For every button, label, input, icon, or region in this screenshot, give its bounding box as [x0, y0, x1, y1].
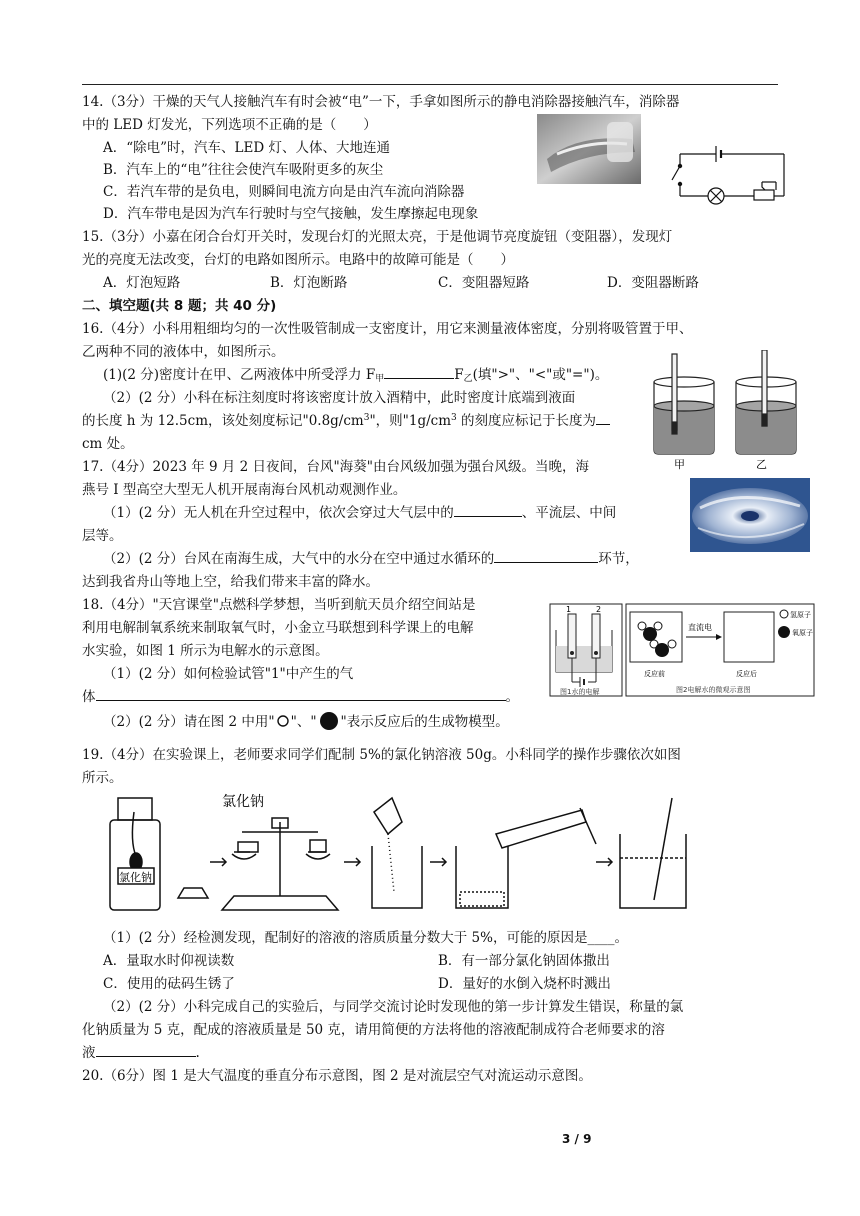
- q17-blank-1[interactable]: [454, 504, 522, 517]
- fig1-caption: 图1水的电解: [560, 688, 600, 696]
- q16-part2-line3: cm 处。: [82, 436, 134, 452]
- q19-option-a: A．量取水时仰视读数: [103, 953, 235, 969]
- q17-part1-line2: 层等。: [82, 528, 123, 544]
- q18-stem-line2: 利用电解制氧系统来制取氧气时，小金立马联想到科学课上的电解: [82, 620, 474, 636]
- section-heading-fill-in: 二、填空题(共 8 题；共 40 分): [82, 298, 277, 314]
- q17-stem-line1: 17.（4分）2023 年 9 月 2 日夜间，台风"海葵"由台风级加强为强台风级。当晚，海: [82, 459, 589, 475]
- q17-part2-line1: （2）(2 分）台风在南海生成，大气中的水分在空中通过水循环的 环节，: [103, 551, 639, 567]
- q15-option-b: B．灯泡断路: [270, 275, 348, 291]
- q15-option-d: D．变阻器断路: [607, 275, 699, 291]
- q16-part2-line2: 的长度 h 为 12.5cm，该处刻度标记"$0.8g/cm^3$"，则"$1g/cm^3$ 的刻度应标记于长度为: [82, 409, 610, 429]
- sodium-chloride-label: 氯化钠: [222, 794, 264, 810]
- q19-blank[interactable]: [96, 1044, 196, 1057]
- fig2-after-label: 反应后: [736, 670, 757, 678]
- q15-option-c: C．变阻器短路: [438, 275, 530, 291]
- q18-part2: （2）(2 分）请在图 2 中用" "、" "表示反应后的生成物模型。: [103, 714, 509, 730]
- q19-stem-line2: 所示。: [82, 770, 123, 786]
- q17-stem-line2: 燕号 I 型高空大型无人机开展南海台风机动观测作业。: [82, 482, 407, 498]
- fig2-before-label: 反应前: [644, 670, 665, 678]
- q19-part2-line1: （2）(2 分）小科完成自己的实验后，与同学交流讨论时发现他的第一步计算发生错误，称量的氯: [103, 999, 684, 1015]
- q18-blank-1[interactable]: [96, 688, 506, 701]
- q20-stem-line1: 20.（6分）图 1 是大气温度的垂直分布示意图，图 2 是对流层空气对流运动示意图。: [82, 1068, 592, 1084]
- q14-option-b: B．汽车上的“电”往往会使汽车吸附更多的灰尘: [103, 162, 384, 178]
- q17-part1-line1: （1）(2 分）无人机在升空过程中，依次会穿过大气层中的 、平流层、中间: [103, 505, 617, 521]
- q16-blank-2[interactable]: [596, 412, 610, 425]
- q16-part1: (1)(2 分)密度计在甲、乙两液体中所受浮力 $F_甲$ $F_乙$(填">"、"<"或"=")。: [103, 367, 609, 384]
- electrolysis-figures: [546, 600, 818, 702]
- q19-part2-line3: 液 .: [82, 1045, 200, 1061]
- fig2-caption: 图2电解水的微观示意图: [676, 686, 751, 694]
- q14-stem-line2: 中的 LED 灯发光，下列选项不正确的是（ ）: [82, 117, 377, 133]
- bottle-label: 氯化钠: [119, 871, 152, 884]
- q19-option-d: D．量好的水倒入烧杯时溅出: [438, 976, 611, 992]
- q16-blank-1[interactable]: [384, 366, 454, 379]
- legend-hydrogen: 氢原子: [790, 611, 811, 619]
- tube-label-2: 2: [596, 605, 602, 614]
- fig2-dc-label: 直流电: [688, 623, 712, 632]
- q15-stem-line1: 15.（3分）小嘉在闭合台灯开关时，发现台灯的光照太亮，于是他调节亮度旋钮（变阻器），发现灯: [82, 229, 673, 245]
- q19-part1: （1）(2 分）经检测发现，配制好的溶液的溶质质量分数大于 5%，可能的原因是____。: [103, 930, 628, 946]
- q16-stem-line2: 乙两种不同的液体中，如图所示。: [82, 344, 285, 360]
- page-number: 3 / 9: [562, 1132, 592, 1146]
- lamp-circuit-diagram: [666, 134, 794, 212]
- q15-stem-line2: 光的亮度无法改变，台灯的电路如图所示。电路中的故障可能是（ ）: [82, 252, 514, 268]
- q18-stem-line3: 水实验，如图 1 所示为电解水的示意图。: [82, 643, 329, 659]
- density-meter-beakers: [648, 350, 808, 472]
- q17-part2-line2: 达到我省舟山等地上空，给我们带来丰富的降水。: [82, 574, 379, 590]
- q19-option-b: B．有一部分氯化钠固体撒出: [438, 953, 610, 969]
- q19-part2-line2: 化钠质量为 5 克，配成的溶液质量是 50 克，请用简便的方法将他的溶液配制成符合老师要求的溶: [82, 1022, 665, 1038]
- typhoon-satellite-image: [690, 478, 810, 552]
- car-door-handle-photo: [537, 114, 641, 184]
- q14-stem-line1: 14.（3分）干燥的天气人接触汽车有时会被“电”一下，手拿如图所示的静电消除器接触汽车，消除器: [82, 94, 680, 110]
- q19-option-c: C．使用的砝码生锈了: [103, 976, 235, 992]
- tube-label-1: 1: [566, 605, 572, 614]
- beaker-label-yi: 乙: [756, 458, 767, 471]
- q19-stem-line1: 19.（4分）在实验课上，老师要求同学们配制 5%的氯化钠溶液 50g。小科同学的操作步骤依次如图: [82, 747, 681, 763]
- q18-part1-line2: 体 。: [82, 689, 519, 705]
- q16-part2-line1: （2）(2 分）小科在标注刻度时将该密度计放入酒精中，此时密度计底端到液面: [103, 390, 576, 406]
- q14-option-a: A．“除电”时，汽车、LED 灯、人体、大地连通: [103, 140, 390, 156]
- q15-option-a: A．灯泡短路: [103, 275, 181, 291]
- q16-stem-line1: 16.（4分）小科用粗细均匀的一次性吸管制成一支密度计，用它来测量液体密度，分别将吸管置于甲、: [82, 321, 693, 337]
- oxygen-atom-icon: [317, 712, 341, 730]
- q14-option-d: D．汽车带电是因为汽车行驶时与空气接触，发生摩擦起电现象: [103, 206, 479, 222]
- top-rule: [82, 84, 778, 85]
- beaker-label-jia: 甲: [674, 458, 685, 471]
- q18-stem-line1: 18.（4分）"天宫课堂"点燃科学梦想，当听到航天员介绍空间站是: [82, 597, 476, 613]
- q14-option-c: C．若汽车带的是负电，则瞬间电流方向是由汽车流向消除器: [103, 184, 465, 200]
- legend-oxygen: 氧原子: [792, 629, 813, 637]
- solution-preparation-steps: [104, 792, 704, 916]
- hydrogen-atom-icon: [275, 715, 291, 727]
- q17-blank-2[interactable]: [494, 550, 598, 563]
- q18-part1-line1: （1）(2 分）如何检验试管"1"中产生的气: [103, 666, 354, 682]
